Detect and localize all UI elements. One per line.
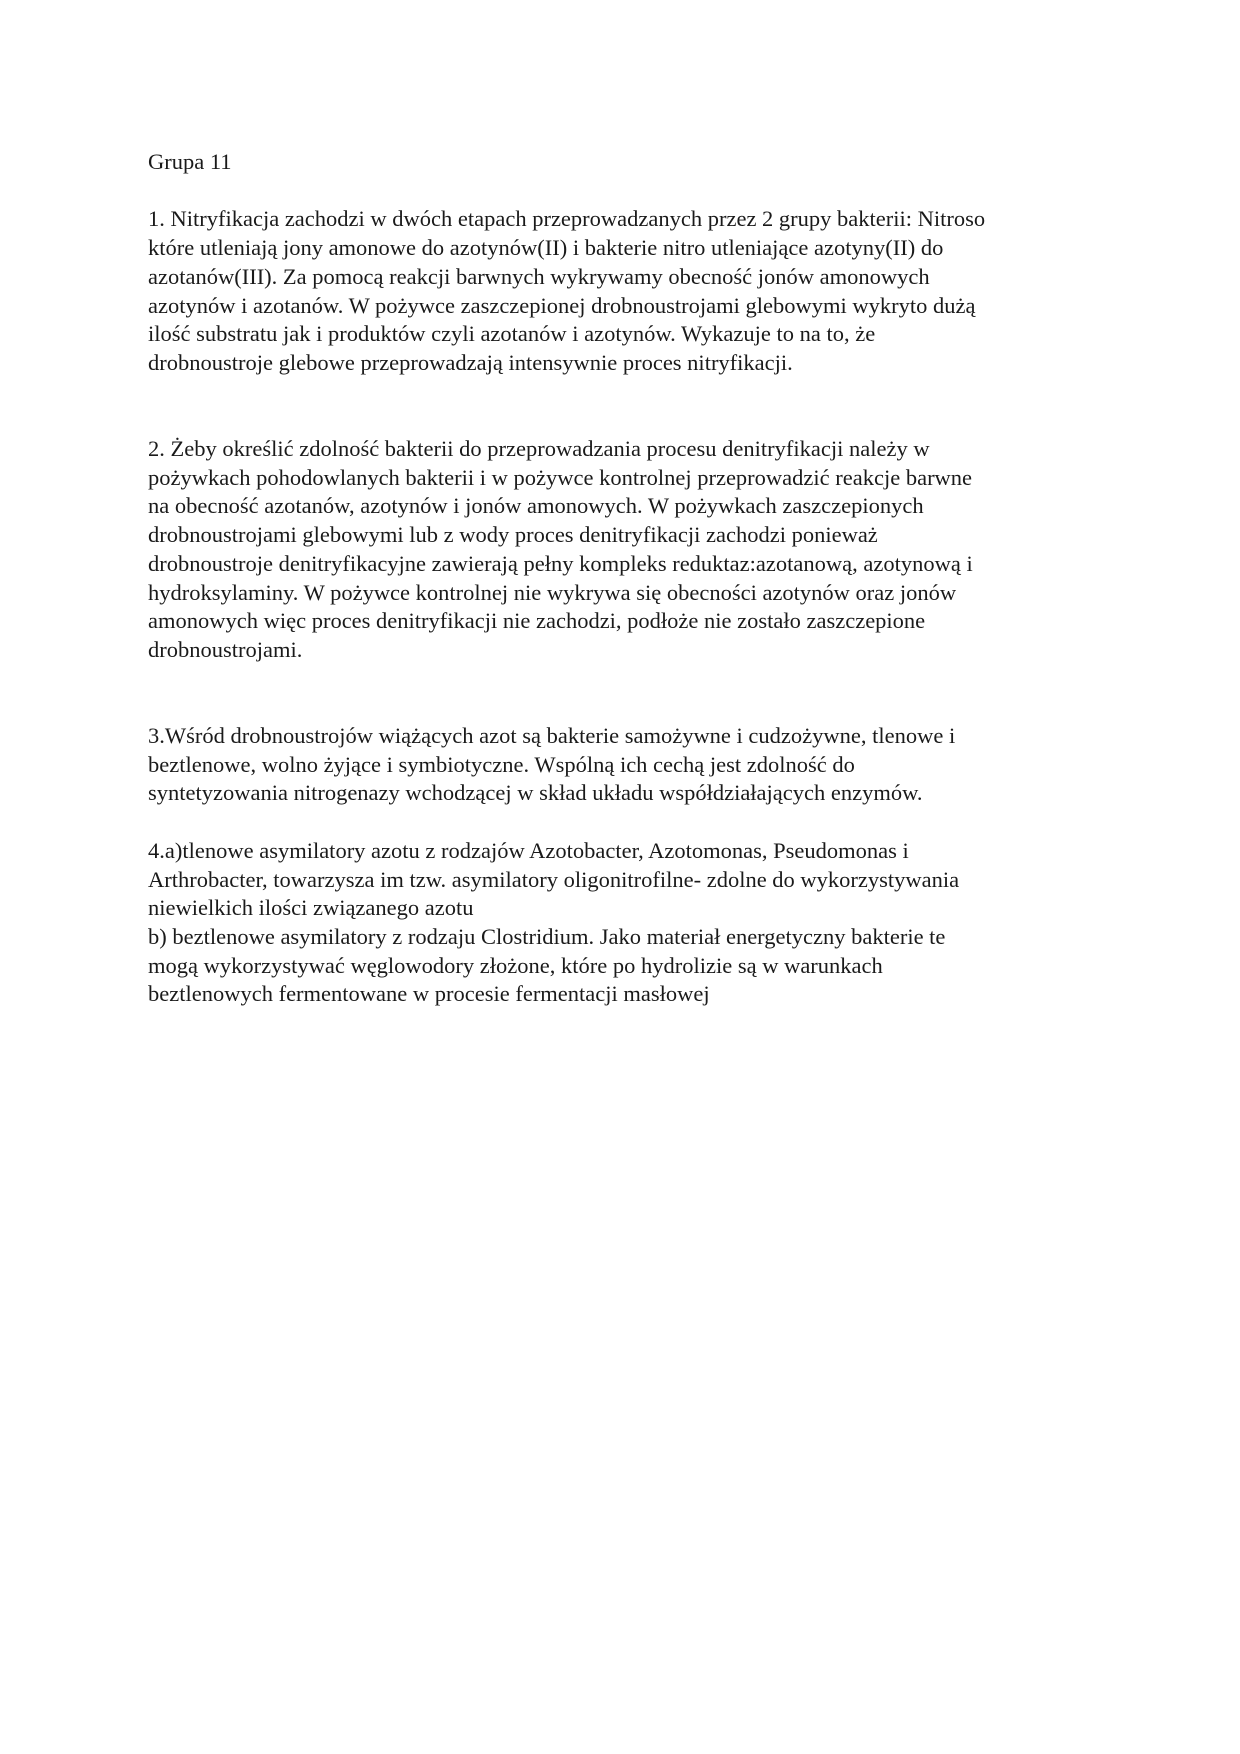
document-body [148,148,1088,1009]
paragraph-line: drobnoustroje glebowe przeprowadzają intensywnie proces nitryfikacji. [148,349,793,375]
spacer [148,808,1088,837]
paragraph-1 [148,205,1088,377]
paragraph-2 [148,435,1088,665]
spacer [148,177,1088,206]
paragraph-line: drobnoustrojami glebowymi lub z wody proces denitryfikacji zachodzi ponieważ [148,522,878,548]
paragraph-line: drobnoustroje denitryfikacyjne zawierają pełny kompleks reduktaz:azotanową, azotynową i [148,550,973,576]
paragraph-line: 3.Wśród drobnoustrojów wiążących azot są bakterie samożywne i cudzożywne, tlenowe i [148,723,956,749]
paragraph-line: azotynów i azotanów. W pożywce zaszczepionej drobnoustrojami glebowymi wykryto dużą [148,292,976,318]
paragraph-line: beztlenowych fermentowane w procesie fermentacji masłowej [148,981,710,1007]
paragraph-line: mogą wykorzystywać węglowodory złożone, które po hydrolizie są w warunkach [148,952,883,978]
paragraph-line: Arthrobacter, towarzysza im tzw. asymilatory oligonitrofilne- zdolne do wykorzystywania [148,866,960,892]
paragraph-line: niewielkich ilości związanego azotu [148,895,474,921]
paragraph-line: 4.a)tlenowe asymilatory azotu z rodzajów Azotobacter, Azotomonas, Pseudomonas i [148,837,909,863]
document-title: Grupa 11 [148,149,232,174]
paragraph-line: syntetyzowania nitrogenazy wchodzącej w skład układu współdziałających enzymów. [148,780,923,806]
spacer [148,378,1088,435]
paragraph-line: azotanów(III). Za pomocą reakcji barwnych wykrywamy obecność jonów amonowych [148,263,930,289]
spacer [148,665,1088,722]
paragraph-line: hydroksylaminy. W pożywce kontrolnej nie wykrywa się obecności azotynów oraz jonów [148,579,957,605]
paragraph-line: które utleniają jony amonowe do azotynów(II) i bakterie nitro utleniające azotyny(II) do [148,235,944,261]
paragraph-line: beztlenowe, wolno żyjące i symbiotyczne. Wspólną ich cechą jest zdolność do [148,751,855,777]
paragraph-3 [148,722,1088,808]
paragraph-line: ilość substratu jak i produktów czyli azotanów i azotynów. Wykazuje to na to, że [148,321,876,347]
paragraph-4 [148,837,1088,1009]
paragraph-line: b) beztlenowe asymilatory z rodzaju Clostridium. Jako materiał energetyczny bakterie te [148,923,946,949]
paragraph-line: amonowych więc proces denitryfikacji nie zachodzi, podłoże nie zostało zaszczepione [148,608,926,634]
paragraph-line: 2. Żeby określić zdolność bakterii do przeprowadzania procesu denitryfikacji należy w [148,436,930,461]
paragraph-line: drobnoustrojami. [148,636,303,662]
paragraph-line: pożywkach pohodowlanych bakterii i w pożywce kontrolnej przeprowadzić reakcje barwne [148,464,973,490]
paragraph-line: 1. Nitryfikacja zachodzi w dwóch etapach przeprowadzanych przez 2 grupy bakterii: Nitroso [148,206,986,232]
paragraph-line: na obecność azotanów, azotynów i jonów amonowych. W pożywkach zaszczepionych [148,493,924,519]
